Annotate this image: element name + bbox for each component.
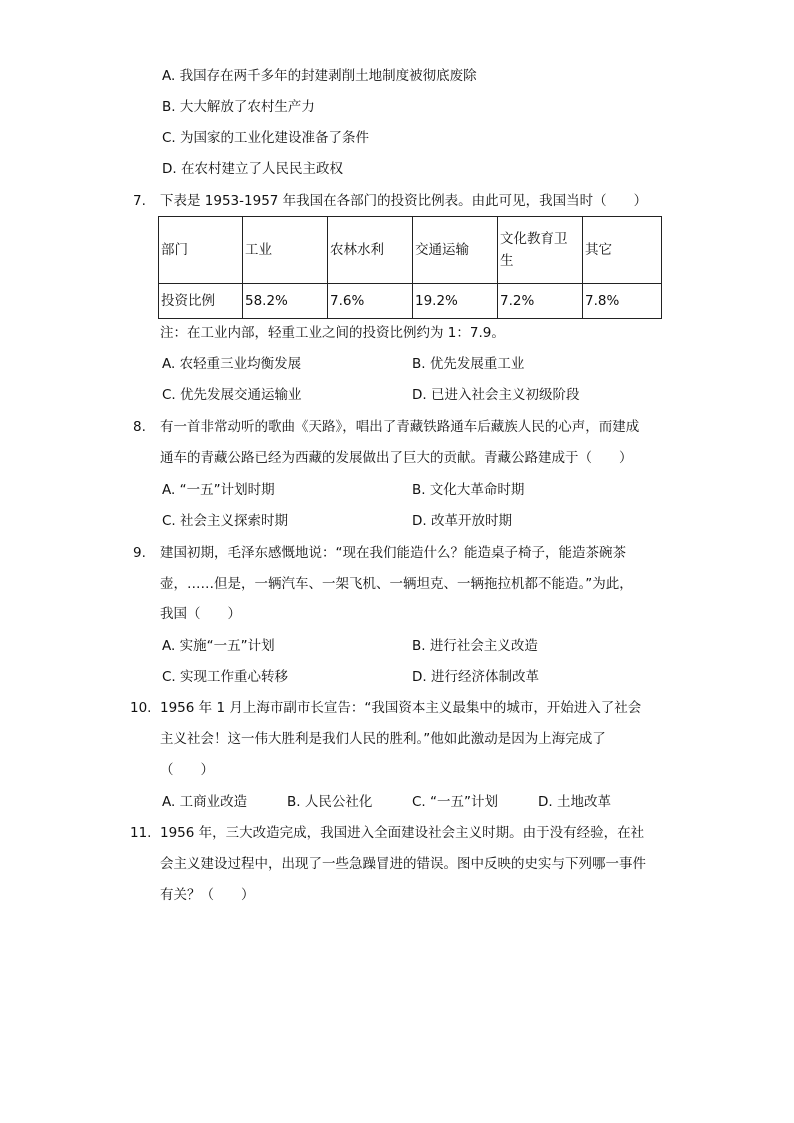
q7-option-c: C. 优先发展交通运输业 [162, 387, 302, 403]
q7-stem: 下表是 1953-1957 年我国在各部门的投资比例表。由此可见，我国当时（ ） [160, 193, 648, 209]
table-cell: 工业 [243, 217, 328, 284]
q8-number: 8. [133, 419, 146, 435]
table-cell: 7.8% [583, 284, 662, 319]
q9-number: 9. [133, 545, 146, 561]
q9-option-a: A. 实施“一五”计划 [162, 638, 275, 654]
q10-option-b: B. 人民公社化 [287, 794, 373, 810]
q9-option-c: C. 实现工作重心转移 [162, 669, 289, 685]
table-header-row [159, 217, 662, 284]
table-cell: 文化教育卫生 [498, 217, 583, 284]
table-cell: 农林水利 [328, 217, 413, 284]
q9-option-d: D. 进行经济体制改革 [412, 669, 539, 685]
q10-option-c: C. “一五”计划 [412, 794, 498, 810]
q7-option-b: B. 优先发展重工业 [412, 356, 525, 372]
q6-option-a: A. 我国存在两千多年的封建剥削土地制度被彻底废除 [162, 68, 477, 84]
q10-option-d: D. 土地改革 [538, 794, 611, 810]
q10-option-a: A. 工商业改造 [162, 794, 248, 810]
q10-stem-line: 主义社会！这一伟大胜利是我们人民的胜利。”他如此激动是因为上海完成了 [160, 731, 606, 747]
q9-option-b: B. 进行社会主义改造 [412, 638, 538, 654]
q7-option-a: A. 农轻重三业均衡发展 [162, 356, 302, 372]
q10-stem-line: 1956 年 1 月上海市副市长宣告：“我国资本主义最集中的城市，开始进入了社会 [160, 700, 642, 716]
q7-note: 注：在工业内部，轻重工业之间的投资比例约为 1：7.9。 [160, 325, 505, 341]
table-row [159, 284, 662, 319]
table-cell: 其它 [583, 217, 662, 284]
q9-stem-line: 建国初期，毛泽东感慨地说：“现在我们能造什么？能造桌子椅子，能造茶碗茶 [160, 545, 626, 561]
q8-option-b: B. 文化大革命时期 [412, 482, 525, 498]
table-cell: 58.2% [243, 284, 328, 319]
investment-table [158, 216, 662, 319]
q11-stem-line: 有关？（ ） [160, 887, 255, 903]
q8-option-a: A. “一五”计划时期 [162, 482, 275, 498]
q10-number: 10. [130, 700, 152, 716]
q8-option-d: D. 改革开放时期 [412, 513, 512, 529]
q11-stem-line: 会主义建设过程中，出现了一些急躁冒进的错误。图中反映的史实与下列哪一事件 [160, 856, 646, 872]
q6-option-d: D. 在农村建立了人民民主政权 [162, 161, 343, 177]
q9-stem-line: 壶，……但是，一辆汽车、一架飞机、一辆坦克、一辆拖拉机都不能造。”为此， [160, 576, 633, 592]
q11-stem-line: 1956 年，三大改造完成，我国进入全面建设社会主义时期。由于没有经验，在社 [160, 825, 645, 841]
q6-option-b: B. 大大解放了农村生产力 [162, 99, 315, 115]
q8-stem-line: 通车的青藏公路已经为西藏的发展做出了巨大的贡献。青藏公路建成于（ ） [160, 450, 633, 466]
q6-option-c: C. 为国家的工业化建设准备了条件 [162, 130, 370, 146]
q11-number: 11. [130, 825, 152, 841]
table-cell: 交通运输 [413, 217, 498, 284]
q7-option-d: D. 已进入社会主义初级阶段 [412, 387, 580, 403]
q9-stem-line: 我国（ ） [160, 606, 241, 622]
table-cell: 19.2% [413, 284, 498, 319]
q8-stem-line: 有一首非常动听的歌曲《天路》，唱出了青藏铁路通车后藏族人民的心声，而建成 [160, 419, 640, 435]
q7-number: 7. [133, 193, 146, 209]
table-cell: 部门 [159, 217, 243, 284]
q8-option-c: C. 社会主义探索时期 [162, 513, 289, 529]
table-cell: 7.6% [328, 284, 413, 319]
q10-stem-line: （ ） [160, 762, 214, 778]
table-cell: 7.2% [498, 284, 583, 319]
table-cell: 投资比例 [159, 284, 243, 319]
